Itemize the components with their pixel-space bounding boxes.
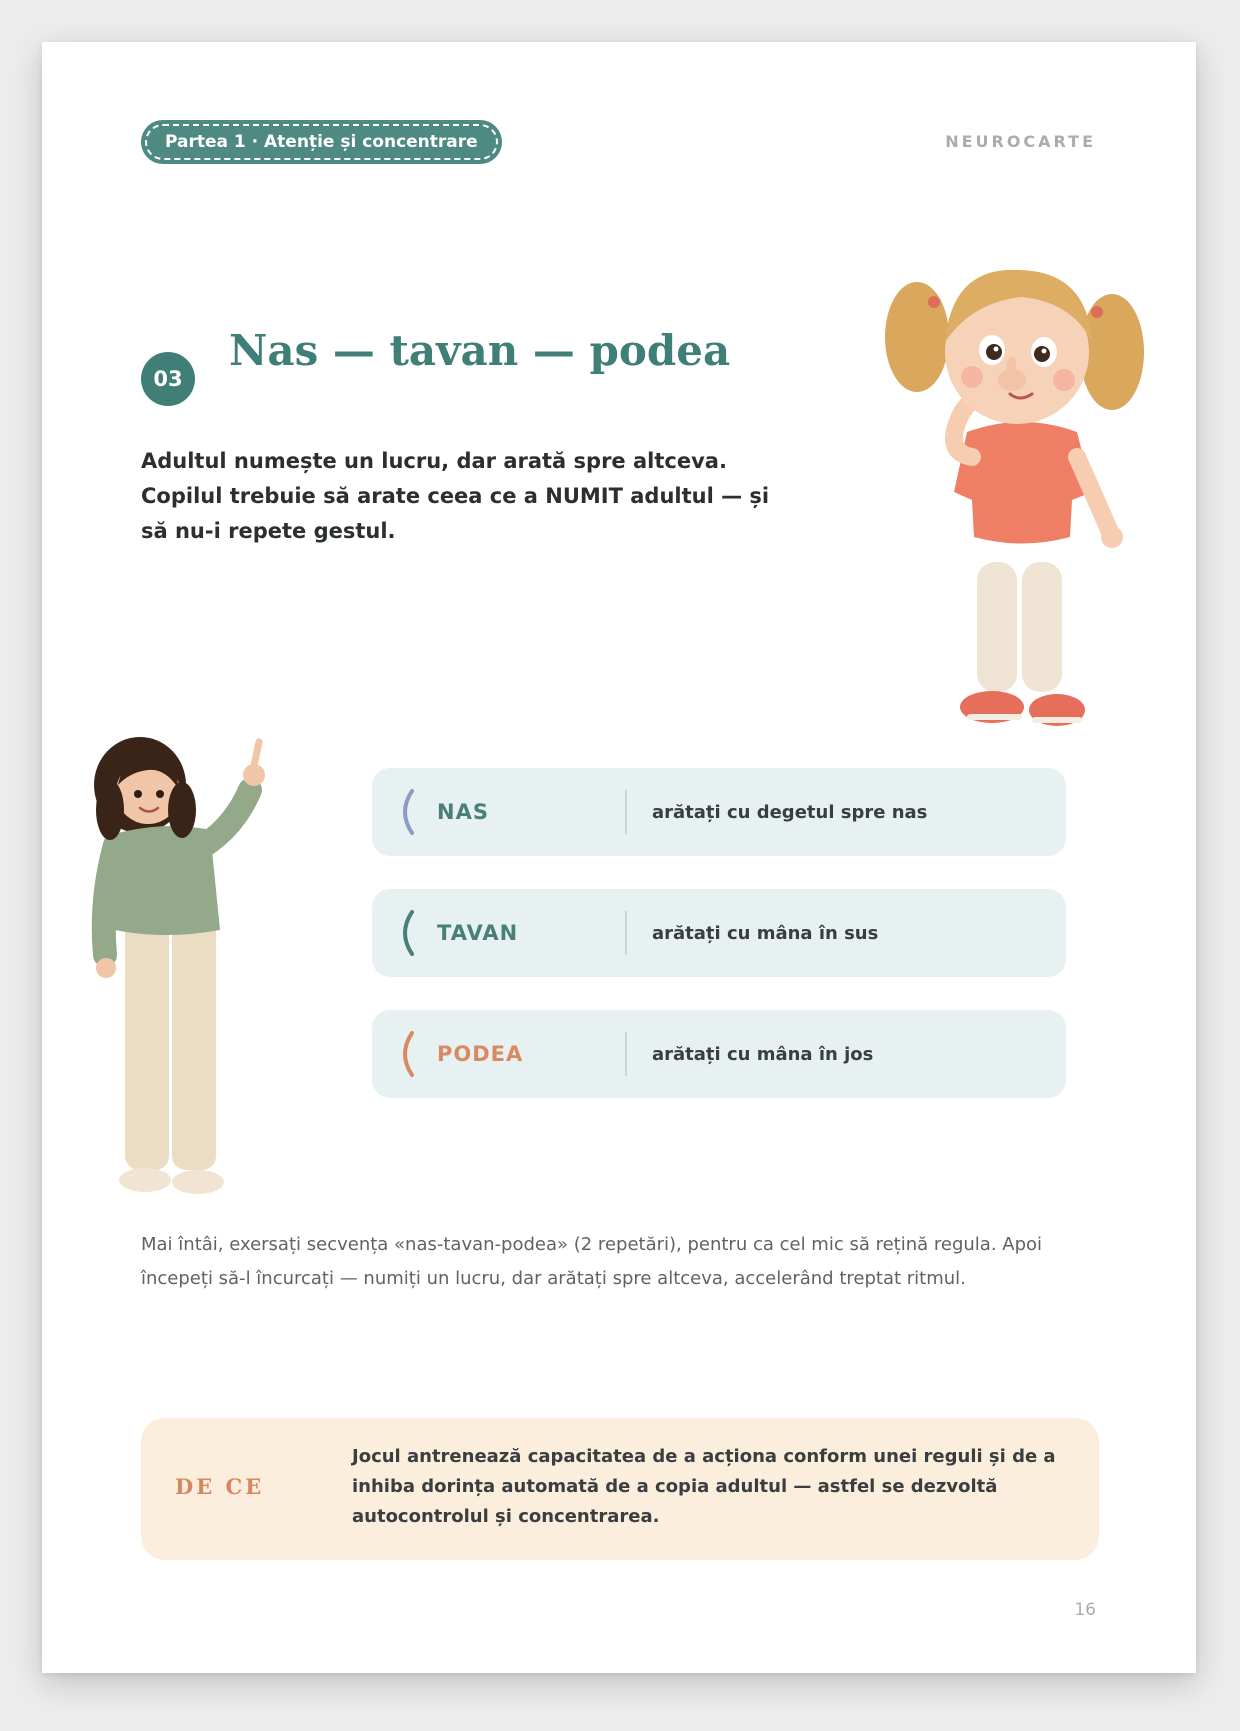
page-number: 16 bbox=[1074, 1600, 1096, 1620]
document-page bbox=[42, 42, 1196, 1673]
bracket-icon bbox=[394, 788, 416, 836]
girl-touching-nose-illustration bbox=[872, 232, 1162, 772]
action-description: arătați cu mâna în sus bbox=[652, 922, 879, 944]
action-word: TAVAN bbox=[437, 921, 519, 945]
part-badge-label: Partea 1 · Atenție și concentrare bbox=[145, 124, 498, 160]
row-divider bbox=[625, 1032, 627, 1076]
action-row-tavan bbox=[372, 889, 1066, 977]
exercise-lead: Adultul numește un lucru, dar arată spre altceva. Copilul trebuie să arate ceea ce a NUMIT adultul — și să nu-i repete gestul. bbox=[141, 449, 770, 543]
instructions-note: Mai întâi, exersați secvența «nas-tavan-podea» (2 repetări), pentru ca cel mic să rețină regula. Apoi începeți să-l încurcați — numiți un lucru, dar arătați spre altceva, accelerând treptat ritmul. bbox=[141, 1234, 1043, 1289]
bracket-icon bbox=[394, 1030, 416, 1078]
exercise-number: 03 bbox=[141, 352, 195, 406]
brand-label: NEUROCARTE bbox=[945, 132, 1096, 151]
exercise-title: Nas — tavan — podea bbox=[229, 326, 731, 375]
action-row-podea bbox=[372, 1010, 1066, 1098]
woman-pointing-up-illustration bbox=[70, 730, 290, 1250]
why-text: Jocul antrenează capacitatea de a acționa conform unei reguli și de a inhiba dorința automată de a copia adultul — astfel se dezvoltă autocontrolul și concentrarea. bbox=[352, 1446, 1056, 1527]
bracket-icon bbox=[394, 909, 416, 957]
action-row-nas bbox=[372, 768, 1066, 856]
action-description: arătați cu degetul spre nas bbox=[652, 801, 928, 823]
action-word: PODEA bbox=[437, 1042, 524, 1066]
row-divider bbox=[625, 911, 627, 955]
why-label: DE CE bbox=[175, 1474, 265, 1499]
action-word: NAS bbox=[437, 800, 489, 824]
row-divider bbox=[625, 790, 627, 834]
part-badge bbox=[141, 120, 502, 164]
action-description: arătați cu mâna în jos bbox=[652, 1043, 874, 1065]
actions-list bbox=[372, 768, 1066, 1131]
why-box bbox=[141, 1418, 1099, 1560]
